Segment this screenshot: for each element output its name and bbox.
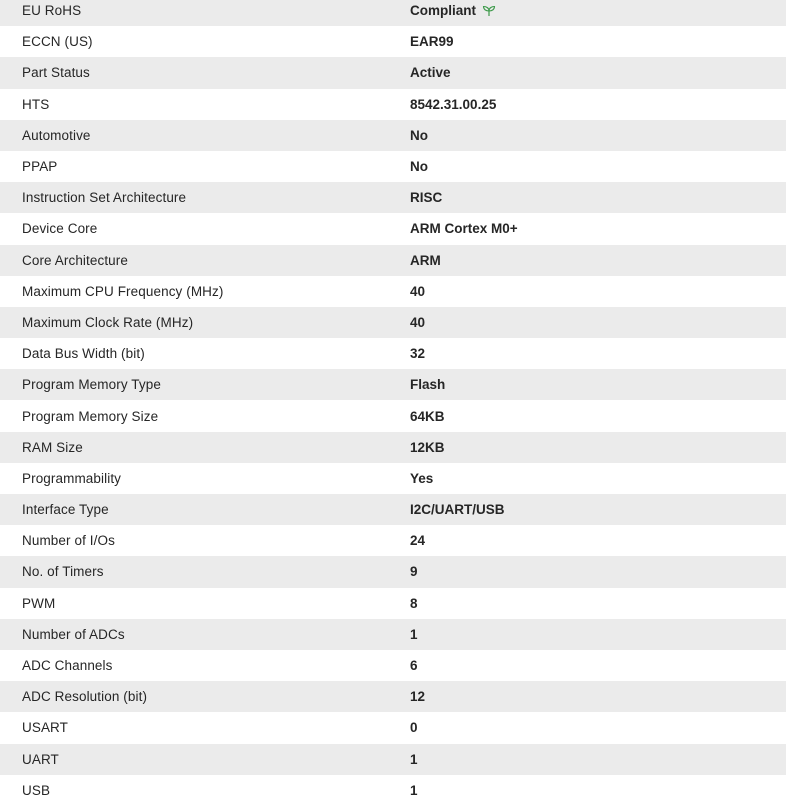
spec-label: Device Core <box>22 221 98 237</box>
spec-label: Program Memory Type <box>22 377 161 393</box>
spec-row <box>0 775 786 806</box>
spec-value <box>388 65 786 80</box>
spec-label: PPAP <box>22 159 58 175</box>
spec-row <box>0 89 786 120</box>
spec-label: UART <box>22 751 59 767</box>
spec-value-text: No <box>410 127 428 143</box>
spec-value <box>388 97 786 112</box>
spec-row <box>0 276 786 307</box>
spec-value <box>388 627 786 642</box>
spec-value <box>388 689 786 704</box>
spec-row <box>0 744 786 775</box>
spec-label: Automotive <box>22 127 91 143</box>
spec-row <box>0 400 786 431</box>
spec-row <box>0 307 786 338</box>
spec-label: Number of ADCs <box>22 626 125 642</box>
spec-value-text: 12 <box>410 689 426 705</box>
spec-row <box>0 182 786 213</box>
spec-value-text: RISC <box>410 190 443 206</box>
spec-value-text: 0 <box>410 720 418 736</box>
spec-value <box>388 284 786 299</box>
spec-value-text: No <box>410 159 428 175</box>
spec-value <box>388 596 786 611</box>
spec-value <box>388 502 786 517</box>
spec-value <box>388 471 786 486</box>
spec-value <box>388 346 786 361</box>
spec-row <box>0 681 786 712</box>
spec-value <box>388 783 786 798</box>
spec-value-text: Active <box>410 65 451 81</box>
spec-value <box>388 720 786 735</box>
spec-row <box>0 57 786 88</box>
spec-label: USB <box>22 782 51 798</box>
spec-value-text: 24 <box>410 533 426 549</box>
spec-value <box>388 409 786 424</box>
spec-value <box>388 128 786 143</box>
spec-label: Number of I/Os <box>22 533 115 549</box>
spec-value-text: 40 <box>410 314 426 330</box>
spec-value <box>388 377 786 392</box>
spec-row <box>0 712 786 743</box>
spec-row <box>0 338 786 369</box>
spec-label: ADC Resolution (bit) <box>22 689 148 705</box>
spec-label: HTS <box>22 96 50 112</box>
spec-label: Part Status <box>22 65 90 81</box>
spec-value <box>388 159 786 174</box>
spec-value <box>388 658 786 673</box>
spec-label: Program Memory Size <box>22 408 159 424</box>
spec-row <box>0 463 786 494</box>
spec-value-text: EAR99 <box>410 34 454 50</box>
spec-row <box>0 26 786 57</box>
spec-label: RAM Size <box>22 439 83 455</box>
spec-value-text: I2C/UART/USB <box>410 502 505 518</box>
spec-value <box>388 34 786 49</box>
spec-row <box>0 494 786 525</box>
spec-label: ECCN (US) <box>22 34 93 50</box>
spec-label: Maximum CPU Frequency (MHz) <box>22 283 224 299</box>
spec-label: Instruction Set Architecture <box>22 190 187 206</box>
spec-value-text: 9 <box>410 564 418 580</box>
spec-row <box>0 245 786 276</box>
spec-value <box>388 564 786 579</box>
spec-label: PWM <box>22 595 56 611</box>
spec-value-text: 8542.31.00.25 <box>410 96 497 112</box>
spec-value <box>388 190 786 205</box>
spec-value <box>388 440 786 455</box>
spec-value <box>388 315 786 330</box>
spec-value-text: ARM <box>410 252 441 268</box>
spec-row <box>0 369 786 400</box>
spec-label: USART <box>22 720 69 736</box>
spec-value-text: 40 <box>410 283 426 299</box>
spec-row <box>0 619 786 650</box>
spec-label: Programmability <box>22 470 122 486</box>
spec-label: Data Bus Width (bit) <box>22 346 145 362</box>
spec-value-text: Compliant <box>410 3 476 19</box>
spec-value <box>388 533 786 548</box>
spec-row <box>0 650 786 681</box>
spec-value-text: Flash <box>410 377 446 393</box>
spec-row <box>0 213 786 244</box>
spec-value-text: 1 <box>410 782 418 798</box>
spec-value-text: 32 <box>410 346 426 362</box>
spec-row <box>0 0 786 26</box>
spec-label: Core Architecture <box>22 252 128 268</box>
spec-value-text: 64KB <box>410 408 445 424</box>
spec-row <box>0 525 786 556</box>
spec-value-text: 6 <box>410 658 418 674</box>
spec-value <box>388 3 786 18</box>
spec-label: ADC Channels <box>22 658 113 674</box>
spec-label: No. of Timers <box>22 564 104 580</box>
spec-value-text: 12KB <box>410 439 445 455</box>
spec-label: Interface Type <box>22 502 109 518</box>
spec-label: EU RoHS <box>22 3 82 19</box>
spec-value-text: ARM Cortex M0+ <box>410 221 518 237</box>
spec-row <box>0 120 786 151</box>
spec-value-text: 1 <box>410 751 418 767</box>
spec-value <box>388 253 786 268</box>
leaf-icon <box>482 5 496 17</box>
spec-row <box>0 556 786 587</box>
spec-row <box>0 151 786 182</box>
spec-row <box>0 432 786 463</box>
spec-row <box>0 588 786 619</box>
spec-value-text: 8 <box>410 595 418 611</box>
spec-value-text: 1 <box>410 626 418 642</box>
spec-label: Maximum Clock Rate (MHz) <box>22 314 194 330</box>
spec-value <box>388 221 786 236</box>
spec-value-text: Yes <box>410 470 434 486</box>
spec-value <box>388 752 786 767</box>
